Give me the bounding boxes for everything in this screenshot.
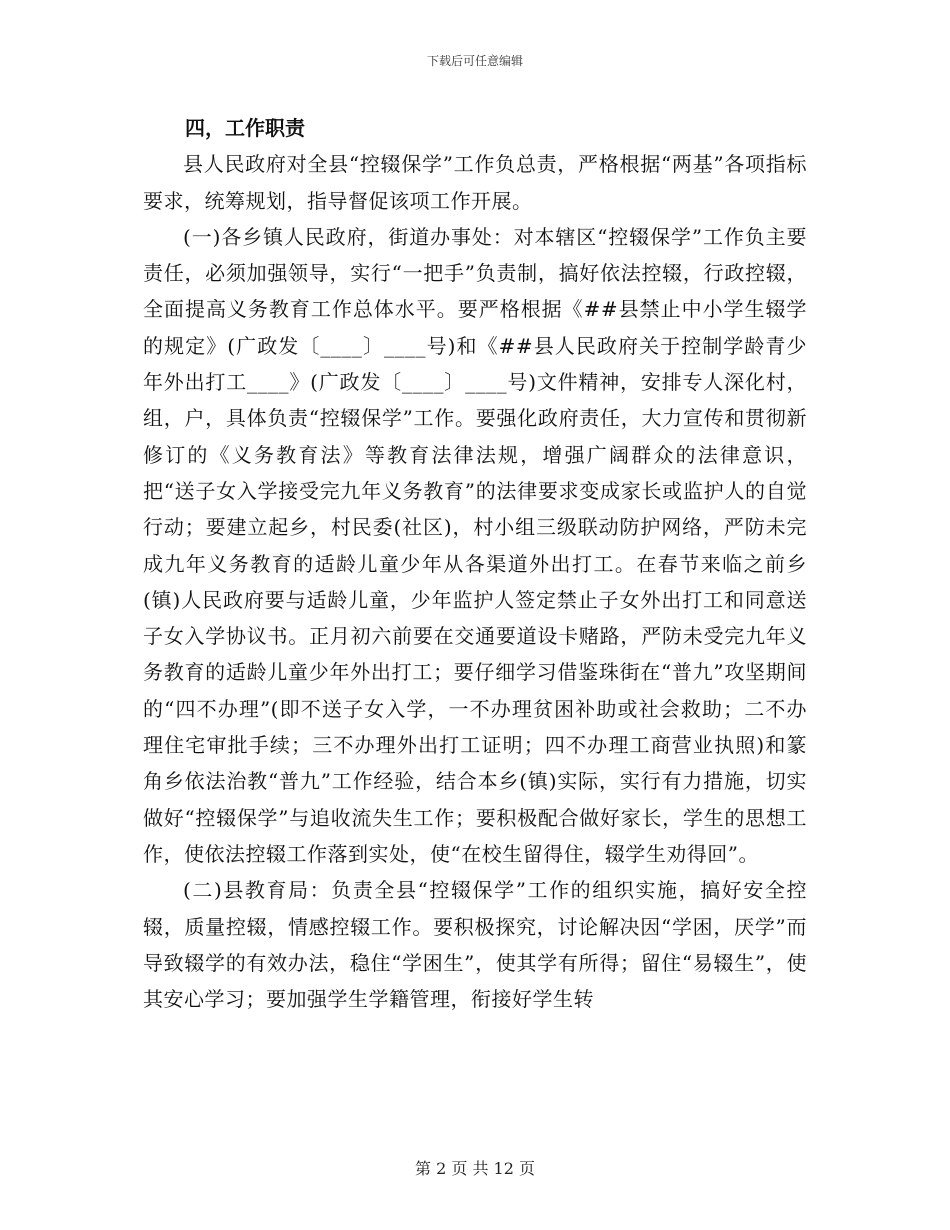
section-heading: 四，工作职责 — [185, 116, 305, 140]
paragraph-township-duties: (一)各乡镇人民政府，街道办事处：对本辖区“控辍保学”工作负主要责任，必须加强领导，实行“一把手”负责制，搞好依法控辍，行政控辍，全面提高义务教育工作总体水平。要严格根据《##县禁止中小学生辍学的规定》(广政发〔____〕____号)和《##县人民政府关于控制学龄青少年外出打工____》(广政发〔____〕____号)文件精神，安排专人深化村，组，户，具体负责“控辍保学”工作。要强化政府责任，大力宣传和贯彻新修订的《义务教育法》等教育法律法规，增强广阔群众的法律意识，把“送子女入学接受完九年义务教育”的法律要求变成家长或监护人的自觉行动；要建立起乡，村民委(社区)，村小组三级联动防护网络，严防未完成九年义务教育的适龄儿童少年从各渠道外出打工。在春节来临之前乡(镇)人民政府要与适龄儿童，少年监护人签定禁止子女外出打工和同意送子女入学协议书。正月初六前要在交通要道设卡赌路，严防未受完九年义务教育的适龄儿童少年外出打工；要仔细学习借鉴珠街在“普九”攻坚期间的“四不办理”(即不送子女入学，一不办理贫困补助或社会救助；二不办理住宅审批手续；三不办理外出打工证明；四不办理工商营业执照)和篆角乡依法治教“普九”工作经验，结合本乡(镇)实际，实行有力措施，切实做好“控辍保学”与追收流失生工作；要积极配合做好家长，学生的思想工作，使依法控辍工作落到实处，使“在校生留得住，辍学生劝得回”。 — [143, 224, 807, 866]
paragraph-education-bureau-duties: (二)县教育局：负责全县“控辍保学”工作的组织实施，搞好安全控辍，质量控辍，情感控辍工作。要积极探究，讨论解决因“学困，厌学”而导致辍学的有效办法，稳住“学困生”，使其学有所得；留住“易辍生”，使其安心学习；要加强学生学籍管理，衔接好学生转 — [143, 878, 807, 1012]
paragraph-intro: 县人民政府对全县“控辍保学”工作负总责，严格根据“两基”各项指标要求，统筹规划，指导督促该项工作开展。 — [143, 152, 807, 213]
page-footer-page-number: 第 2 页 共 12 页 — [415, 1159, 535, 1178]
page-header-note: 下载后可任意编辑 — [426, 54, 523, 68]
document-body — [143, 110, 807, 1017]
